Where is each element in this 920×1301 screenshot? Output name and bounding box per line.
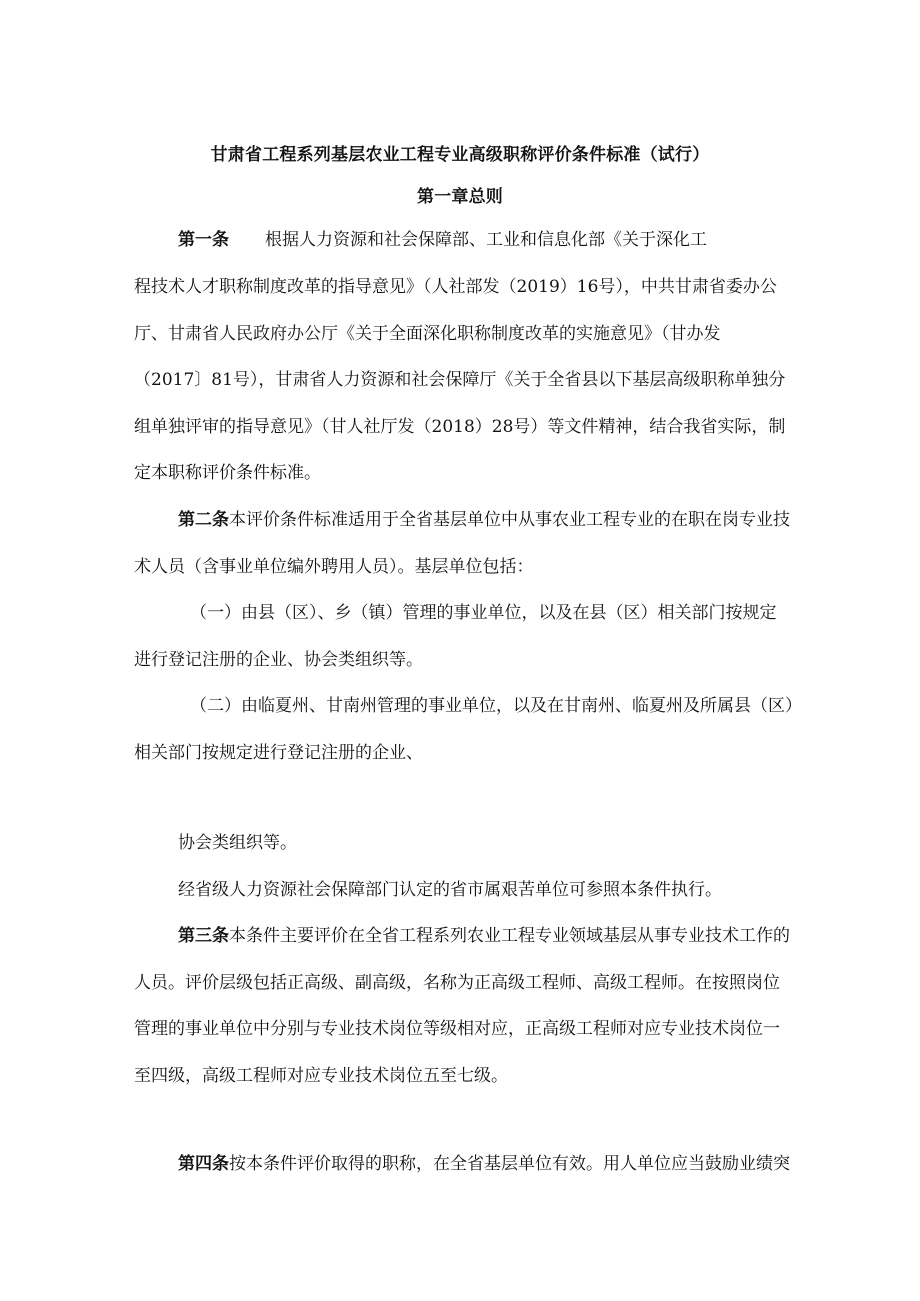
chapter-title: 第一章总则: [417, 187, 503, 207]
article4-line-1: [178, 1152, 898, 1176]
article1-line-3: 厅、甘肃省人民政府办公厅《关于全面深化职称制度改革的实施意见》（甘办发: [134, 324, 721, 344]
article2-text-1: 本评价条件标准适用于全省基层单位中从事农业工程专业的在职在岗专业技: [229, 510, 790, 530]
document-title: 甘肃省工程系列基层农业工程专业高级职称评价条件标准（试行）: [210, 145, 710, 165]
article2-line-2: 术人员（含事业单位编外聘用人员）。基层单位包括：: [134, 557, 534, 577]
article1-line-2: 程技术人才职称制度改革的指导意见》（人社部发（2019）16号），中共甘肃省委办公: [134, 277, 777, 297]
article2-item1-line-2: 进行登记注册的企业、协会类组织等。: [134, 650, 423, 670]
article1-line-1: [178, 228, 898, 252]
article3-line-2: 人员。评价层级包括正高级、副高级，名称为正高级工程师、高级工程师。在按照岗位: [134, 973, 780, 993]
article1-text-1: 根据人力资源和社会保障部、工业和信息化部《关于深化工: [265, 230, 707, 250]
article4-label: 第四条: [178, 1154, 229, 1174]
article4-text-1: 按本条件评价取得的职称，在全省基层单位有效。用人单位应当鼓励业绩突: [229, 1154, 790, 1174]
article1-label: 第一条: [178, 230, 229, 250]
article2-item2-line-2: 相关部门按规定进行登记注册的企业、: [134, 743, 423, 763]
article2-note: 经省级人力资源社会保障部门认定的省市属艰苦单位可参照本条件执行。: [178, 880, 722, 900]
article3-line-1: [178, 924, 898, 948]
article2-label: 第二条: [178, 510, 229, 530]
article3-text-1: 本条件主要评价在全省工程系列农业工程专业领域基层从事专业技术工作的: [229, 926, 790, 946]
article1-line-5: 组单独评审的指导意见》（甘人社厅发（2018）28号）等文件精神，结合我省实际，制: [134, 417, 786, 437]
article3-label: 第三条: [178, 926, 229, 946]
article1-line-4: （2017〕81号），甘肃省人力资源和社会保障厅《关于全省县以下基层高级职称单独分: [134, 370, 786, 390]
article2-item1-line-1: （一）由县（区）、乡（镇）管理的事业单位，以及在县（区）相关部门按规定: [190, 603, 777, 623]
article2-item2-line-1: （二）由临夏州、甘南州管理的事业单位，以及在甘南州、临夏州及所属县（区）: [190, 696, 802, 716]
article3-line-3: 管理的事业单位中分别与专业技术岗位等级相对应，正高级工程师对应专业技术岗位一: [134, 1019, 780, 1039]
article1-line-6: 定本职称评价条件标准。: [134, 463, 321, 483]
article2-line-1: [178, 508, 898, 532]
article2-item2-line-3: 协会类组织等。: [178, 833, 297, 853]
article3-line-4: 至四级，高级工程师对应专业技术岗位五至七级。: [134, 1066, 508, 1086]
